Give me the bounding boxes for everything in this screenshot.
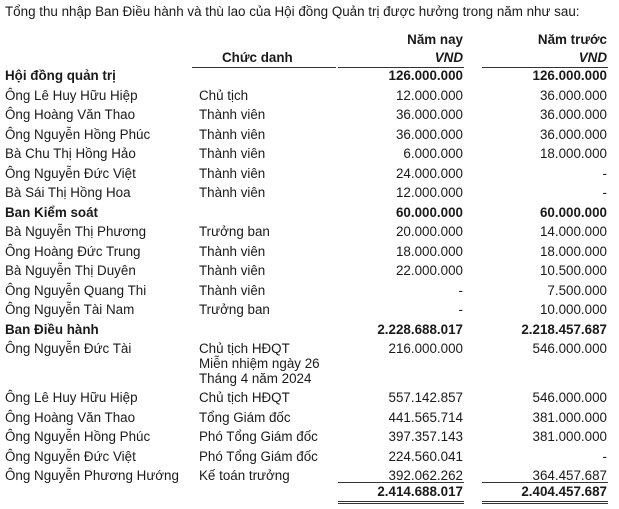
member-row	[0, 146, 619, 166]
group-row	[0, 68, 619, 88]
member-name: Bà Sái Thị Hồng Hoa	[5, 185, 131, 200]
member-current: 24.000.000	[395, 165, 463, 181]
member-title: Trưởng ban	[199, 302, 270, 317]
member-name: Bà Chu Thị Hồng Hảo	[5, 146, 136, 161]
header-position: Chức danh	[222, 50, 293, 65]
member-row	[0, 410, 619, 430]
member-name: Ông Lê Huy Hữu Hiệp	[5, 390, 138, 405]
group-name: Ban Kiểm soát	[5, 204, 99, 220]
member-title: Chủ tịch	[199, 87, 249, 103]
member-current: 397.357.143	[388, 429, 463, 444]
group-previous: 2.218.457.687	[521, 321, 607, 337]
member-name: Ông Nguyễn Hồng Phúc	[5, 429, 151, 444]
member-row	[0, 244, 619, 264]
member-name: Ông Lê Huy Hữu Hiệp	[5, 87, 138, 103]
intro-text: Tổng thu nhập Ban Điều hành và thù lao của Hội đồng Quản trị được hưởng trong năm như sau:	[5, 4, 580, 19]
header-current-year: Năm nay	[407, 32, 463, 47]
member-previous: 18.000.000	[539, 243, 607, 259]
member-name: Ông Nguyễn Đức Việt	[5, 165, 136, 181]
member-name: Bà Nguyễn Thị Duyên	[5, 263, 136, 278]
member-previous: 546.000.000	[532, 390, 607, 405]
member-title: Thành viên	[199, 126, 266, 142]
member-current: 392.062.262	[388, 468, 463, 483]
member-previous: 10.500.000	[539, 263, 607, 278]
member-title: Chủ tịch HĐQT	[199, 390, 290, 405]
member-row	[0, 263, 619, 283]
member-current: -	[458, 302, 463, 317]
member-row	[0, 429, 619, 449]
member-row	[0, 302, 619, 322]
total-previous: 2.404.457.687	[521, 484, 607, 499]
total-double-line-current-2	[338, 503, 464, 504]
member-row	[0, 390, 619, 410]
member-name: Ông Nguyễn Đức Việt	[5, 448, 136, 464]
total-current: 2.414.688.017	[377, 484, 463, 499]
total-line-previous	[482, 482, 608, 483]
member-current: 22.000.000	[395, 263, 463, 278]
group-name: Hội đồng quản trị	[5, 68, 116, 83]
total-line-current	[338, 482, 464, 483]
member-current: 36.000.000	[395, 107, 463, 122]
member-name: Ông Nguyễn Tài Nam	[5, 302, 135, 317]
member-name: Ông Nguyễn Quang Thi	[5, 282, 147, 298]
member-current: 216.000.000	[388, 341, 463, 356]
header-currency-previous: VND	[578, 50, 607, 65]
member-previous: 381.000.000	[532, 409, 607, 425]
member-name: Bà Nguyễn Thị Phương	[5, 224, 147, 239]
member-row	[0, 283, 619, 303]
member-name: Ông Hoàng Đức Trung	[5, 243, 141, 259]
member-title: Kế toán trưởng	[199, 468, 290, 483]
member-previous: 36.000.000	[539, 107, 607, 122]
member-title: Thành viên	[199, 263, 266, 278]
member-current: 6.000.000	[403, 146, 463, 161]
member-current: 20.000.000	[395, 224, 463, 239]
total-double-line-previous-2	[482, 503, 608, 504]
member-title-line: Tháng 4 năm 2024	[199, 371, 312, 386]
member-title: Phó Tổng Giám đốc	[199, 429, 318, 444]
member-previous: 18.000.000	[539, 146, 607, 161]
member-previous: 36.000.000	[539, 126, 607, 142]
member-current: 12.000.000	[395, 185, 463, 200]
member-current: 36.000.000	[395, 126, 463, 142]
member-previous: 14.000.000	[539, 224, 607, 239]
member-title: Thành viên	[199, 146, 266, 161]
total-double-line-current-1	[338, 501, 464, 502]
group-current: 126.000.000	[388, 68, 463, 83]
member-title: Tổng Giám đốc	[199, 409, 291, 425]
total-double-line-previous-1	[482, 501, 608, 502]
member-title-line: Chủ tịch HĐQT	[199, 341, 290, 356]
member-title: Phó Tổng Giám đốc	[199, 448, 318, 464]
member-name: Ông Hoàng Văn Thao	[5, 107, 136, 122]
group-previous: 126.000.000	[532, 68, 607, 83]
member-previous: -	[602, 185, 607, 200]
member-current: -	[458, 282, 463, 298]
member-name: Ông Nguyễn Đức Tài	[5, 341, 132, 356]
group-previous: 60.000.000	[539, 204, 607, 220]
member-row	[0, 88, 619, 108]
header-previous-year: Năm trước	[537, 32, 607, 47]
group-current: 60.000.000	[395, 204, 463, 220]
member-title-line: Miễn nhiệm ngày 26	[199, 356, 320, 371]
member-row	[0, 107, 619, 127]
member-name: Ông Nguyễn Hồng Phúc	[5, 126, 151, 142]
member-title: Thành viên	[199, 185, 266, 200]
member-row	[0, 341, 619, 386]
member-title: Thành viên	[199, 165, 266, 181]
header-currency-current: VND	[434, 50, 463, 65]
member-current: 12.000.000	[395, 87, 463, 103]
member-name: Ông Hoàng Văn Thao	[5, 409, 136, 425]
group-name: Ban Điều hành	[5, 321, 99, 337]
member-row	[0, 185, 619, 205]
member-current: 18.000.000	[395, 243, 463, 259]
member-previous: -	[602, 448, 607, 464]
member-previous: -	[602, 165, 607, 181]
member-previous: 7.500.000	[547, 282, 607, 298]
member-title: Thành viên	[199, 282, 266, 298]
member-row	[0, 127, 619, 147]
member-previous: 36.000.000	[539, 87, 607, 103]
member-title	[199, 341, 320, 386]
member-previous: 546.000.000	[532, 341, 607, 356]
member-previous: 364.457.687	[532, 468, 607, 483]
member-title: Trưởng ban	[199, 224, 270, 239]
member-previous: 10.000.000	[539, 302, 607, 317]
member-row	[0, 166, 619, 186]
member-title: Thành viên	[199, 243, 266, 259]
member-current: 441.565.714	[388, 409, 463, 425]
member-current: 557.142.857	[388, 390, 463, 405]
member-name: Ông Nguyễn Phương Hướng	[5, 468, 179, 483]
member-title: Thành viên	[199, 107, 266, 122]
member-previous: 381.000.000	[532, 429, 607, 444]
member-row	[0, 449, 619, 469]
member-row	[0, 224, 619, 244]
group-row	[0, 205, 619, 225]
group-current: 2.228.688.017	[377, 321, 463, 337]
group-row	[0, 322, 619, 342]
member-current: 224.560.041	[388, 448, 463, 464]
